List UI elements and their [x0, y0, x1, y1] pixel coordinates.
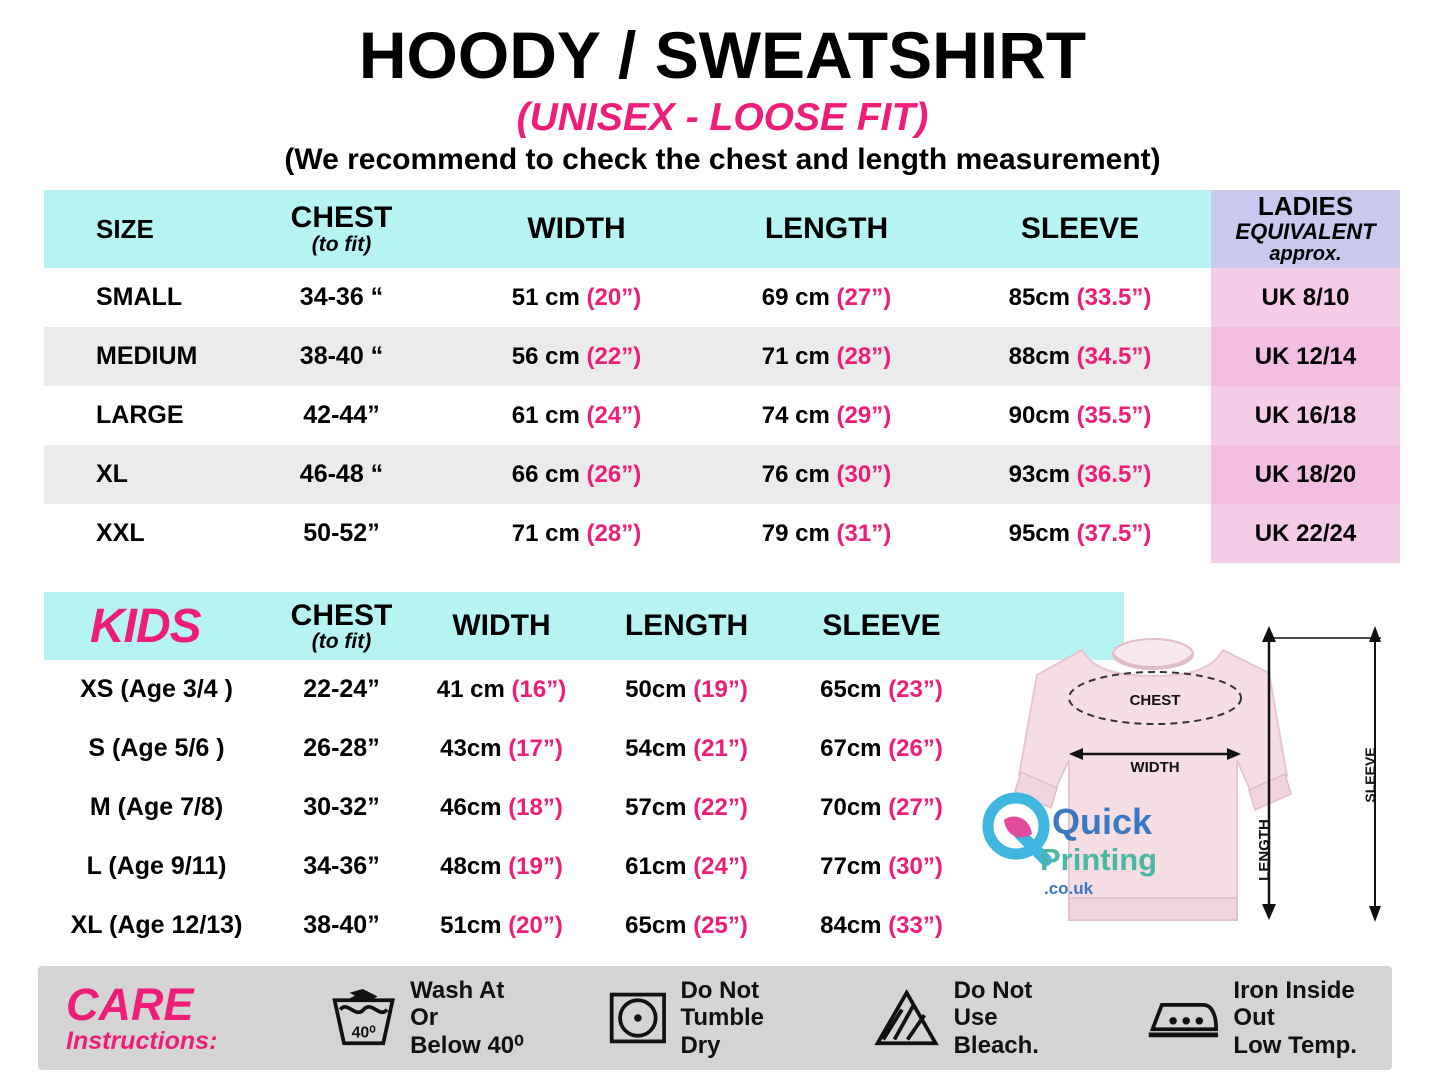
quick-printing-logo [980, 790, 1190, 905]
table-row [44, 327, 1400, 386]
care-label-tumble-line1: Do Not [680, 976, 760, 1004]
logo-line2: Printing [1040, 842, 1158, 877]
cell-width-cm: 41 cm [436, 675, 505, 703]
cell-sleeve-in: (26”) [888, 734, 943, 762]
no-tumble-dry-icon [607, 985, 669, 1051]
cell-sleeve-cm: 77cm [820, 852, 882, 880]
cell-width [414, 896, 589, 955]
care-label-bleach-line2: Bleach. [953, 1031, 1039, 1059]
care-item-tumble-dry [607, 977, 803, 1060]
cell-sleeve-in: (27”) [888, 793, 943, 821]
cell-sleeve [949, 504, 1211, 563]
kids-title: KIDS [44, 592, 269, 660]
cell-sleeve-cm: 90cm [1008, 401, 1070, 429]
table-row [44, 660, 1124, 719]
cell-ladies: UK 16/18 [1211, 386, 1400, 445]
cell-chest: 50-52” [303, 519, 380, 547]
header-ladies-equivalent: EQUIVALENT [1235, 219, 1376, 245]
table-row [44, 837, 1124, 896]
cell-sleeve [949, 268, 1211, 327]
cell-size: M (Age 7/8) [89, 793, 224, 821]
table-row [44, 445, 1400, 504]
cell-width-in: (17”) [508, 734, 563, 762]
care-item-iron [1145, 977, 1392, 1060]
cell-sleeve-cm: 84cm [820, 911, 882, 939]
kids-header-chest-label: CHEST [290, 598, 393, 632]
cell-length [704, 268, 949, 327]
cell-length [589, 660, 784, 719]
table-row [44, 386, 1400, 445]
cell-width-cm: 71 cm [511, 519, 580, 547]
cell-size: XXL [96, 519, 145, 547]
cell-chest: 46-48 “ [234, 445, 449, 504]
cell-sleeve [784, 719, 979, 778]
no-bleach-icon [872, 985, 941, 1051]
page-note: (We recommend to check the chest and length measurement) [284, 143, 1161, 176]
cell-width-cm: 66 cm [511, 460, 580, 488]
adult-size-table [44, 190, 1400, 563]
cell-length-cm: 65cm [625, 911, 687, 939]
cell-sleeve-in: (37.5”) [1076, 519, 1152, 547]
cell-width [414, 837, 589, 896]
sleeve-label: SLEEVE [1362, 747, 1378, 803]
cell-sleeve-in: (36.5”) [1076, 460, 1152, 488]
cell-sleeve-cm: 93cm [1008, 460, 1070, 488]
header-chest [234, 190, 449, 268]
cell-length [589, 896, 784, 955]
header-ladies-approx: approx. [1269, 243, 1342, 266]
cell-width-in: (19”) [508, 852, 563, 880]
cell-width [449, 386, 704, 445]
cell-sleeve [784, 778, 979, 837]
cell-ladies: UK 12/14 [1211, 327, 1400, 386]
width-label: WIDTH [1130, 759, 1180, 776]
table-row [44, 778, 1124, 837]
cell-sleeve-cm: 95cm [1008, 519, 1070, 547]
care-title [38, 979, 301, 1055]
cell-width-in: (22”) [586, 342, 642, 370]
cell-sleeve [949, 327, 1211, 386]
cell-sleeve [949, 386, 1211, 445]
kids-size-table [44, 592, 1124, 955]
cell-width [414, 719, 589, 778]
wash-temp-label: 40⁰ [351, 1024, 376, 1042]
cell-sleeve-in: (33”) [888, 911, 943, 939]
cell-chest: 34-36” [303, 852, 380, 880]
cell-length-cm: 79 cm [761, 519, 830, 547]
cell-sleeve [784, 837, 979, 896]
header-width: WIDTH [449, 190, 704, 268]
brand-logo [980, 790, 1180, 900]
iron-low-icon [1145, 990, 1222, 1046]
cell-width-cm: 56 cm [511, 342, 580, 370]
header-size: SIZE [44, 190, 234, 268]
kids-header-length: LENGTH [589, 592, 784, 660]
cell-size: MEDIUM [44, 327, 234, 386]
care-label-iron [1233, 977, 1392, 1060]
header-length: LENGTH [704, 190, 949, 268]
cell-chest: 26-28” [303, 734, 380, 762]
cell-sleeve [784, 896, 979, 955]
cell-length [589, 719, 784, 778]
cell-length-in: (31”) [836, 519, 892, 547]
cell-length-in: (27”) [836, 283, 892, 311]
cell-width [414, 660, 589, 719]
cell-size: S (Age 5/6 ) [88, 734, 225, 762]
cell-width [449, 327, 704, 386]
cell-width [449, 445, 704, 504]
page-subtitle: (UNISEX - LOOSE FIT) [516, 96, 929, 139]
cell-sleeve-cm: 85cm [1008, 283, 1070, 311]
cell-width-cm: 43cm [440, 734, 502, 762]
header-chest-sub: (to fit) [311, 233, 372, 256]
cell-size: SMALL [96, 283, 183, 311]
cell-size: L (Age 9/11) [86, 852, 227, 880]
cell-length-in: (25”) [693, 911, 748, 939]
cell-chest: 34-36 “ [299, 283, 384, 311]
cell-length-cm: 54cm [625, 734, 687, 762]
cell-width [414, 778, 589, 837]
header-chest-label: CHEST [290, 201, 393, 234]
cell-width [449, 504, 704, 563]
cell-width-in: (18”) [508, 793, 563, 821]
cell-ladies: UK 18/20 [1211, 445, 1400, 504]
cell-length-in: (30”) [836, 460, 892, 488]
kids-header-width: WIDTH [414, 592, 589, 660]
cell-chest: 30-32” [303, 793, 380, 821]
care-label-wash-line2: Below 40⁰ [410, 1031, 524, 1059]
care-label-bleach-line1: Do Not Use [953, 976, 1033, 1032]
cell-size: XS (Age 3/4 ) [80, 675, 233, 703]
cell-width-cm: 51 cm [511, 283, 580, 311]
care-label-bleach [954, 977, 1075, 1060]
cell-width-cm: 61 cm [511, 401, 580, 429]
cell-length-in: (19”) [693, 675, 748, 703]
cell-chest: 22-24” [303, 675, 380, 703]
cell-length [704, 386, 949, 445]
cell-sleeve-in: (23”) [888, 675, 943, 703]
cell-length-cm: 76 cm [761, 460, 830, 488]
cell-sleeve-cm: 70cm [820, 793, 882, 821]
cell-chest: 38-40 “ [234, 327, 449, 386]
kids-table-header-row [44, 592, 1124, 660]
cell-width-in: (16”) [511, 675, 567, 703]
kids-header-chest [269, 592, 414, 660]
cell-chest: 42-44” [303, 401, 380, 429]
cell-length-in: (24”) [693, 852, 748, 880]
header-ladies-label: LADIES [1257, 191, 1354, 222]
cell-length-cm: 50cm [625, 675, 687, 703]
care-label-tumble [680, 977, 802, 1060]
cell-length [589, 778, 784, 837]
care-title-sub: Instructions: [66, 1027, 218, 1055]
care-label-iron-line1: Iron Inside Out [1233, 976, 1355, 1032]
cell-width [449, 268, 704, 327]
cell-width-in: (28”) [586, 519, 642, 547]
cell-length-in: (21”) [693, 734, 748, 762]
table-row [44, 719, 1124, 778]
cell-width-in: (20”) [586, 283, 642, 311]
page-title: HOODY / SWEATSHIRT [358, 18, 1087, 92]
table-row [44, 268, 1400, 327]
cell-length-cm: 61cm [625, 852, 687, 880]
cell-size: LARGE [96, 401, 184, 429]
cell-length-in: (22”) [693, 793, 748, 821]
cell-ladies: UK 8/10 [1211, 268, 1400, 327]
cell-width-in: (24”) [586, 401, 642, 429]
cell-width-in: (26”) [586, 460, 642, 488]
logo-line1: Quick [1052, 801, 1153, 842]
adult-table-header-row [44, 190, 1400, 268]
cell-length [589, 837, 784, 896]
kids-section [44, 592, 1124, 955]
care-item-bleach [872, 977, 1074, 1060]
care-label-tumble-line2: Tumble Dry [680, 1004, 765, 1059]
cell-length [704, 504, 949, 563]
cell-width-cm: 51cm [440, 911, 502, 939]
care-label-wash [410, 977, 531, 1060]
care-label-wash-line1: Wash At Or [410, 976, 505, 1032]
care-label-iron-line2: Low Temp. [1233, 1031, 1357, 1059]
kids-header-chest-sub: (to fit) [311, 629, 372, 653]
cell-sleeve-cm: 65cm [820, 675, 882, 703]
cell-sleeve-cm: 88cm [1008, 342, 1070, 370]
header-sleeve: SLEEVE [949, 190, 1211, 268]
care-item-wash [329, 977, 531, 1060]
cell-length-in: (28”) [836, 342, 892, 370]
cell-width-in: (20”) [508, 911, 563, 939]
cell-width-cm: 46cm [440, 793, 502, 821]
header-ladies [1211, 190, 1400, 268]
table-row [44, 504, 1400, 563]
cell-length-cm: 57cm [625, 793, 687, 821]
cell-length [704, 327, 949, 386]
logo-line3: .co.uk [1044, 879, 1094, 898]
cell-sleeve-in: (35.5”) [1076, 401, 1152, 429]
cell-length [704, 445, 949, 504]
cell-length-cm: 71 cm [761, 342, 830, 370]
chest-label: CHEST [1129, 692, 1181, 709]
cell-sleeve-in: (30”) [888, 852, 943, 880]
length-label: LENGTH [1256, 819, 1273, 881]
care-title-main: CARE [66, 979, 194, 1030]
cell-sleeve-in: (33.5”) [1076, 283, 1152, 311]
cell-size: XL [44, 445, 234, 504]
cell-sleeve-cm: 67cm [820, 734, 882, 762]
cell-chest: 38-40” [303, 911, 380, 939]
cell-ladies: UK 22/24 [1211, 504, 1400, 563]
cell-sleeve-in: (34.5”) [1076, 342, 1152, 370]
kids-header-sleeve: SLEEVE [784, 592, 979, 660]
cell-size: XL (Age 12/13) [70, 911, 243, 939]
wash-40-icon [329, 985, 398, 1051]
care-instructions-bar [38, 966, 1392, 1070]
cell-width-cm: 48cm [440, 852, 502, 880]
cell-length-cm: 69 cm [761, 283, 830, 311]
table-row [44, 896, 1124, 955]
cell-sleeve [784, 660, 979, 719]
cell-length-in: (29”) [836, 401, 892, 429]
cell-sleeve [949, 445, 1211, 504]
cell-length-cm: 74 cm [761, 401, 830, 429]
